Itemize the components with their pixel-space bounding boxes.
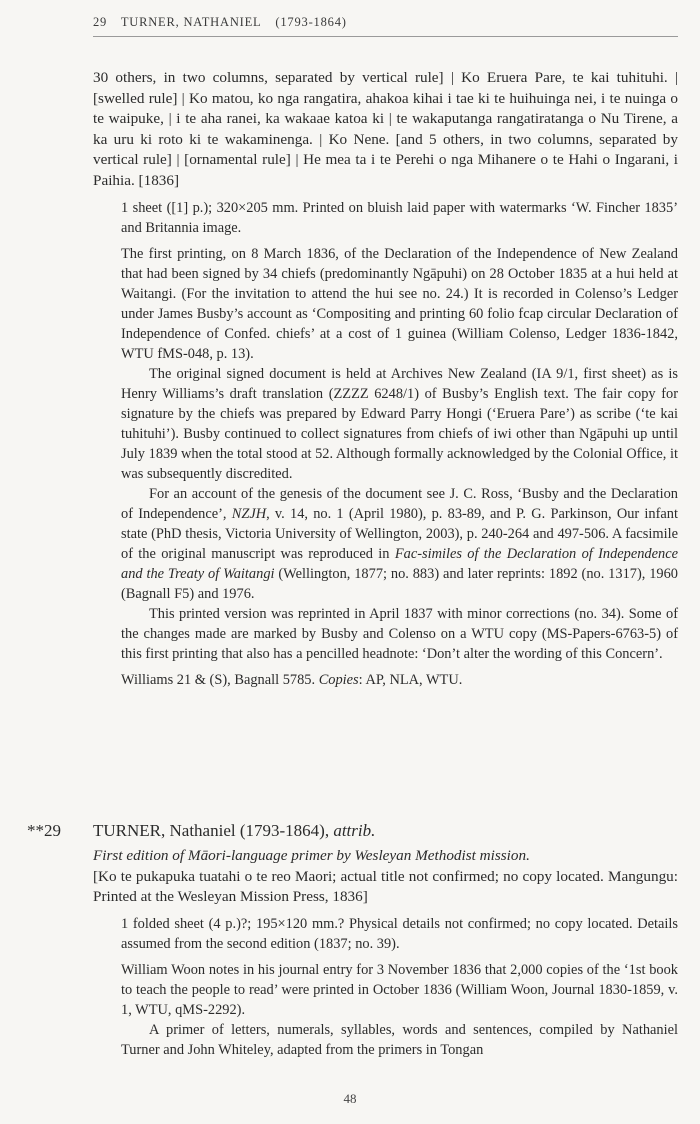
entry-2-heading (27, 820, 678, 842)
entry-1-note-4: This printed version was reprinted in April 1837 with minor corrections (no. 34). Some of the changes made are marked by Busby and Colenso on a WTU copy (MS-Papers-6763-5) of this first printing that also has a pencilled headnote: ‘Don’t alter the wording of this Concern’. (121, 605, 678, 662)
entry-1-physical: 1 sheet ([1] p.); 320×205 mm. Printed on bluish laid paper with watermarks ‘W. Fincher 1835’ and Britannia image. (121, 199, 678, 236)
entry-1-note-3: For an account of the genesis of the document see J. C. Ross, ‘Busby and the Declaration of Independence’, NZJH, v. 14, no. 1 (April 1980), p. 83-89, and P. G. Parkinson, Our infant state (PhD thesis, Victoria University of Wellington, 2003), p. 240-264 and 497-506. A facsimile of the original manuscript was reproduced in Fac-similes of the Declaration of Independence and the Treaty of Waitangi (Wellington, 1877; no. 883) and later reprints: 1892 (no. 1317), 1960 (Bagnall F5) and 1976. (121, 485, 678, 602)
entry-2-details (121, 914, 678, 1060)
entry-2-body (93, 846, 678, 1060)
entry-2-note-2: A primer of letters, numerals, syllables, words and sentences, compiled by Nathaniel Turner and John Whiteley, adapted from the primers in Tongan (121, 1021, 678, 1058)
entry-2-attrib: attrib. (333, 821, 376, 840)
running-head (93, 12, 678, 37)
page-number: 48 (343, 1091, 357, 1106)
entry-1-note-2: The original signed document is held at Archives New Zealand (IA 9/1, first sheet) as is Henry Williams’s draft translation (ZZZZ 6248/1) of Busby’s English text. The fair copy for signature by the chiefs was prepared by Edward Parry Hongi (‘Eruera Pare’) as scribe (‘te kai tuhituhi’). Busby continued to collect signatures from chiefs of iwi other than Ngāpuhi up until July 1839 when the total stood at 52. Although formally acknowledged by the Colonial Office, it was subsequently discredited. (121, 365, 678, 482)
running-head-number: 29 (93, 15, 108, 29)
entry-1-transcription: 30 others, in two columns, separated by vertical rule] | Ko Eruera Pare, te kai tuhituhi. | [swelled rule] | Ko matou, ko nga rangatira, ahakoa kihai i tae ki te huihuinga nei, i te nuinga o te waipuke, | i te aha ranei, ka wakaae katoa ki | te wakaputanga rangatiratanga o Nu Tirene, a ka uru ki roto ki te wakaminenga. | Ko Nene. [and 5 others, in two columns, separated by vertical rule] | [ornamental rule] | He mea ta i te Perehi o nga Mihanere o te Hahi o Ingarani, i Paihia. [1836] (93, 69, 678, 189)
entry-1-references: Williams 21 & (S), Bagnall 5785. Copies: AP, NLA, WTU. (121, 671, 463, 688)
entry-2-note-1: William Woon notes in his journal entry for 3 November 1836 that 2,000 copies of the ‘1st book to teach the people to read’ were printed in October 1836 (William Woon, Journal 1830-1859, v. 1, WTU, qMS-2292). (121, 961, 678, 1018)
entry-2-imprint: [Ko te pukapuka tuatahi o te reo Maori; actual title not confirmed; no copy located. Mangungu: Printed at the Wesleyan Mission Press, 1836] (93, 867, 678, 906)
entry-2-title: First edition of Māori-language primer by Wesleyan Methodist mission. (93, 847, 530, 864)
entry-1-continuation (93, 68, 678, 690)
entry-1-details (121, 198, 678, 690)
entry-2-physical: 1 folded sheet (4 p.)?; 195×120 mm.? Physical details not confirmed; no copy located. Details assumed from the second edition (1837; no. 39). (121, 915, 678, 952)
running-head-dates: (1793-1864) (275, 15, 347, 29)
entry-1-note-1: The first printing, on 8 March 1836, of the Declaration of the Independence of New Zealand that had been signed by 34 chiefs (predominantly Ngāpuhi) on 28 October 1835 at a hui held at Waitangi. (For the invitation to attend the hui see no. 24.) It is recorded in Colenso’s Ledger under James Busby’s account as ‘Compositing and printing 60 folio fcap circular Declaration of Independence of Confed. chiefs’ at a cost of 1 guinea (William Colenso, Ledger 1836-1842, WTU fMS-048, p. 13). (121, 245, 678, 362)
entry-2-number: **29 (27, 821, 61, 840)
entry-2-author: TURNER, Nathaniel (93, 821, 236, 840)
entry-2-dates: (1793-1864), (239, 821, 330, 840)
running-head-title: TURNER, NATHANIEL (120, 15, 262, 29)
